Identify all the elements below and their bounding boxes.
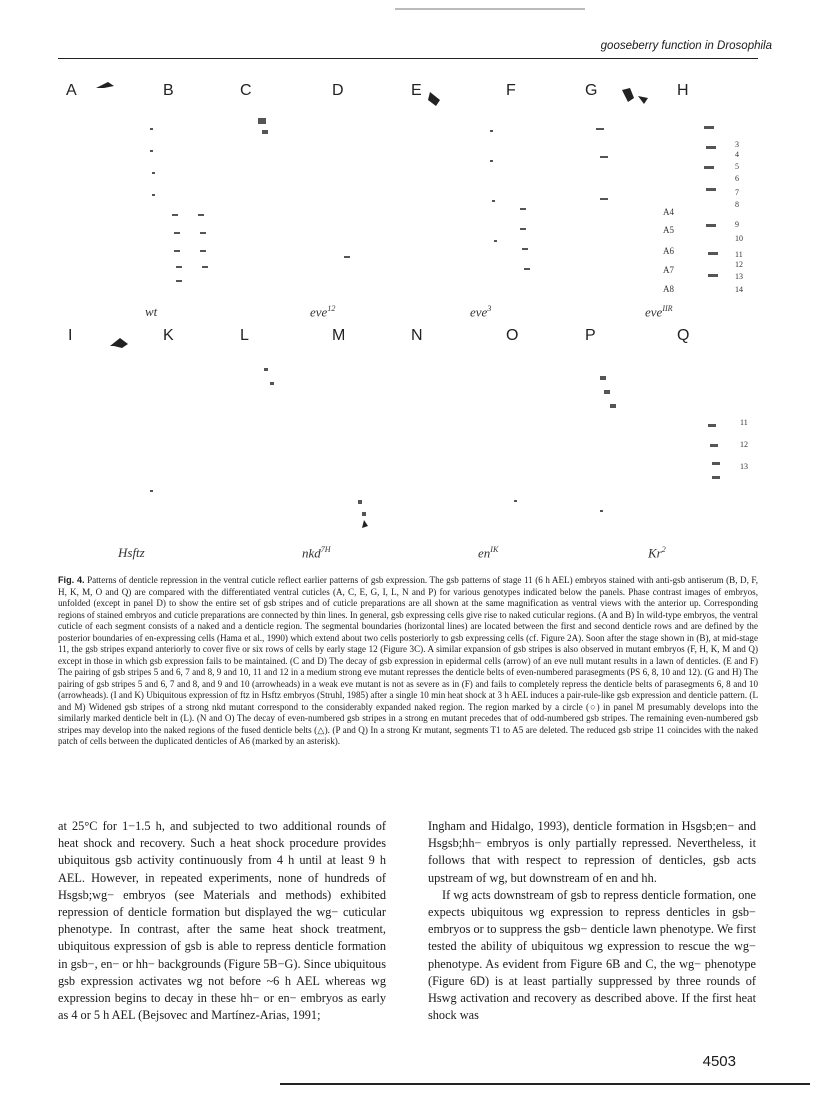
footer-rule [280,1083,810,1085]
panel-label-E: E [411,82,422,99]
body-column-right [428,818,756,1024]
stripe-number: 13 [735,272,743,281]
stripe-number: 8 [735,200,739,209]
paragraph: at 25°C for 1−1.5 h, and subjected to two additional rounds of heat shock and recovery. Such a heat shock procedure provides ubiquitous gsb activity continuously from 4 h until at least 9 h AEL. However, in repeated experiments, none of hundreds of Hsgsb;wg− embryos (see Materials and methods) exhibited repression of denticle formation but displayed the wg− cuticular phenotype. In contrast, after the same heat shock treatment, ubiquitous expression of gsb is able to repress denticle formation in gsb−, en− or hh− backgrounds (Figure 5B−G). Since ubiquitous gsb expression activates wg not before ~6 h AEL whereas wg expression begins to decay in these hh− or en− embryos as early as 4 or 5 h AEL (Bejsovec and Martínez-Arias, 1991; [58,819,386,1023]
body-column-left [58,818,386,1024]
panel-label-D: D [332,82,344,99]
panel-label-L: L [240,327,249,344]
segment-label-a7: A7 [663,265,674,275]
q-stripe-number: 11 [740,418,748,427]
paragraph: Ingham and Hidalgo, 1993), denticle formation in Hsgsb;en− and Hsgsb;hh− embryos is only partially repressed. Nevertheless, it follows that with respect to repression of denticles, gsb acts upstream of wg, but downstream of en and hh. [428,819,756,885]
header-title-prefix: gooseberry function in [600,40,718,52]
genotype-label-eve3: eve$^3$ [470,304,492,320]
panel-label-N: N [411,327,423,344]
stripe-number: 12 [735,260,743,269]
genotype-label-wt: wt [145,304,158,319]
genotype-label-hsftz: Hsftz [118,545,145,560]
stripe-number: 3 [735,140,739,149]
header-species: Drosophila [717,40,772,52]
arrow-icon [96,82,648,528]
stripe-number: 6 [735,174,739,183]
stripe-number: 10 [735,234,743,243]
panel-label-P: P [585,327,596,344]
stripe-number: 9 [735,220,739,229]
q-stripe-number: 12 [740,440,748,449]
stripe-number: 5 [735,162,739,171]
panel-label-I: I [68,327,73,344]
stripe-number: 11 [735,250,743,259]
panel-label-H: H [677,82,689,99]
segment-label-a8: A8 [663,284,674,294]
stripe-number: 14 [735,285,743,294]
segment-label-a6: A6 [663,246,674,256]
panel-label-K: K [163,327,174,344]
panel-label-O: O [506,327,519,344]
figure-caption [58,575,758,748]
genotype-label-eveIIR: eve$^{IIR}$ [645,304,673,320]
q-stripe-number: 13 [740,462,748,471]
paragraph: If wg acts downstream of gsb to repress denticle formation, one expects ubiquitous wg expression to repress denticles in gsb− embryos or to suppress the gsb− denticle lawn phenotype. We first tested the ability of ubiquitous wg expression to rescue the wg− phenotype. As evident from Figure 6B and C, the wg− phenotype (Figure 6D) is at least partially suppressed by three rounds of Hswg activation and recovery as described above. If the first heat shock was [428,887,756,1023]
panel-label-B: B [163,82,174,99]
segment-label-a5: A5 [663,225,674,235]
segment-label-a4: A4 [663,207,674,217]
caption-text: Patterns of denticle repression in the ventral cuticle reflect earlier patterns of gsb expression. The gsb patterns of stage 11 (6 h AEL) embryos stained with anti-gsb antiserum (B, D, F, H, K, M, O and Q) are compared with the differentiated ventral cuticles (A, C, E, G, I, L, N and P) for various genotypes indicated below the panels. Phase contrast images of embryos, unfolded (except in panel D) to show the entire set of gsb stripes and of cuticle preparations are all shown at the same magnification as ventral views with the anterior up. Corresponding regions of stained embryos and cuticle preparations are connected by thin lines. In general, gsb expressing cells give rise to naked cuticular regions. (A and B) In wild-type embryos, the ventral cuticle of each segment consists of a naked and a denticle region. The segmental boundaries (horizontal lines) are located between the first and second denticle rows and are defined by the posterior boundaries of en-expressing cells (Hama et al., 1990) which extend about two cells posteriorly to gsb expressing cells (cf. Figure 2A). Soon after the stage shown in (B), at mid-stage 11, the gsb stripes expand anteriorly to cover five or six rows of cells by early stage 12 (Figure 3C). A similar expansion of gsb stripes is also observed in mutant embryos (F, H, K, M and Q) except in those in which gsb expression fails to be maintained. (C and D) The decay of gsb expression in epidermal cells (arrow) of an eve null mutant results in a lawn of denticles. (E and F) The pairing of gsb stripes 5 and 6, 7 and 8, 9 and 10, 11 and 12 in a medium strong eve mutant represses the denticle belts of even-numbered parasegments (PS 6, 8, 10 and 12). (G and H) The pairing of gsb stripes 5 and 6, 7 and 8, and 9 and 10 (arrowheads) in a weak eve mutant is not as severe as in (F) and fails to completely repress the denticle belts of parasegments 6, 8 and 10 (arrowheads). (I and K) Ubiquitous expression of ftz in Hsftz embryos (Struhl, 1985) after a single 10 min heat shock at 3 h AEL induces a pair-rule-like gsb expression and denticle pattern. (L and M) Widened gsb stripes of a strong nkd mutant correspond to the considerably expanded naked region. The region marked by a circle (○) in panel M presumably develops into the similarly marked denticle belt in (L). (N and O) The decay of even-numbered gsb stripes in a strong en mutant precedes that of odd-numbered gsb stripes. The remaining even-numbered gsb stripes may develop into the naked regions of the fused denticle belts (△). (P and Q) In a strong Kr mutant, segments T1 to A5 are deleted. The reduced gsb stripe 11 coincides with the naked patch of cells between the duplicated denticles of A6 (marked by an asterisk). [58,575,758,746]
panel-label-Q: Q [677,327,690,344]
genotype-label-kr: Kr$^2$ [648,545,666,561]
denticle-speckles [150,118,720,516]
panel-label-F: F [506,82,516,99]
page-number: 4503 [702,1053,736,1070]
panel-label-A: A [66,82,77,99]
panel-label-C: C [240,82,252,99]
genotype-label-eve12: eve$^{12}$ [310,304,336,320]
stripe-number: 4 [735,150,739,159]
genotype-label-en: $en^{IK}$ [478,545,499,561]
panel-label-M: M [332,327,346,344]
panel-label-G: G [585,82,598,99]
stripe-number: 7 [735,188,739,197]
caption-figure-label: Fig. 4. [58,575,85,585]
genotype-label-nkd: nkd$^{7H}$ [302,545,331,561]
